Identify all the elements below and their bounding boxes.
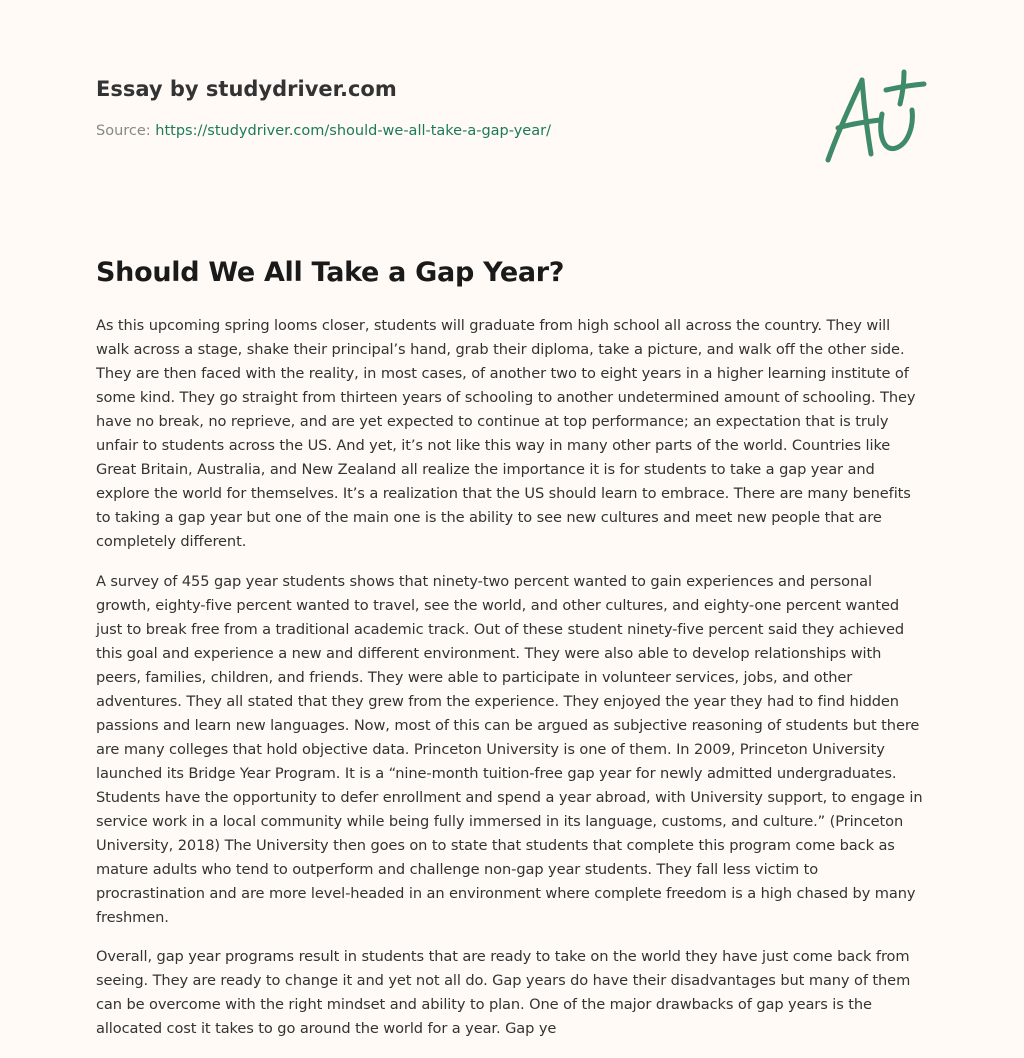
source-line xyxy=(96,121,796,141)
source-link[interactable]: https://studydriver.com/should-we-all-take-a-gap-year/ xyxy=(155,123,551,139)
a-plus-logo-icon xyxy=(820,66,930,166)
essay-body xyxy=(96,314,926,1057)
essay-paragraph: A survey of 455 gap year students shows that ninety-two percent wanted to gain experiences and personal growth, eighty-five percent wanted to travel, see the world, and other cultures, and eighty-one percent wanted just to break free from a traditional academic track. Out of these student ninety-five percent said they achieved this goal and experience a new and different environment. They were also able to develop relationships with peers, families, children, and friends. They were able to participate in volunteer services, jobs, and other adventures. They all stated that they grew from the experience. They enjoyed the year they had to find hidden passions and learn new languages. Now, most of this can be argued as subjective reasoning of students but there are many colleges that hold objective data. Princeton University is one of them. In 2009, Princeton University launched its Bridge Year Program. It is a “nine-month tuition-free gap year for newly admitted undergraduates. Students have the opportunity to defer enrollment and spend a year abroad, with University support, to engage in service work in a local community while being fully immersed in its language, customs, and culture.” (Princeton University, 2018) The University then goes on to state that students that complete this program come back as mature adults who tend to outperform and challenge non-gap year students. They fall less victim to procrastination and are more level-headed in an environment where complete freedom is a high chased by many freshmen. xyxy=(96,572,923,926)
essay-paragraph: As this upcoming spring looms closer, students will graduate from high school all across the country. They will walk across a stage, shake their principal’s hand, grab their diploma, take a picture, and walk off the other side. They are then faced with the reality, in most cases, of another two to eight years in a higher learning institute of some kind. They go straight from thirteen years of schooling to another undetermined amount of schooling. They have no break, no reprieve, and are yet expected to continue at top performance; an expectation that is truly unfair to students across the US. And yet, it’s not like this way in many other parts of the world. Countries like Great Britain, Australia, and New Zealand all realize the importance it is for students to take a gap year and explore the world for themselves. It’s a realization that the US should learn to embrace. There are many benefits to taking a gap year but one of the main one is the ability to see new cultures and meet new people that are completely different. xyxy=(96,317,916,550)
site-brand: Essay by studydriver.com xyxy=(96,77,397,101)
essay-title: Should We All Take a Gap Year? xyxy=(96,257,565,288)
essay-paragraph: Overall, gap year programs result in students that are ready to take on the world they have just come back from seeing. They are ready to change it and yet not all do. Gap years do have their disadvantages but many of them can be overcome with the right mindset and ability to plan. One of the major drawbacks of gap years is the allocated cost it takes to go around the world for a year. Gap ye xyxy=(96,948,911,1037)
essay-header xyxy=(96,74,796,141)
source-label: Source: xyxy=(96,123,156,139)
